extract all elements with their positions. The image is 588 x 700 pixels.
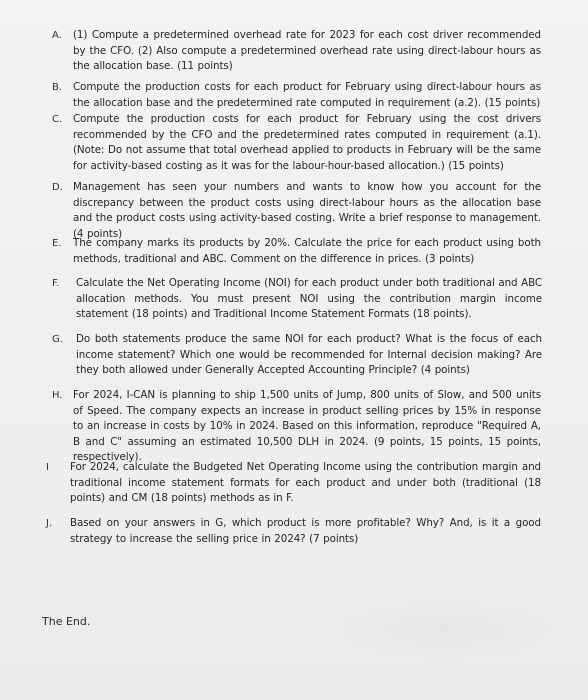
question-text: For 2024, I-CAN is planning to ship 1,500 units of Jump, 800 units of Slow, and 500 units of Speed. The company expects an increase in product selling prices by 15% in response to an increase in costs by 10% in 2024. Based on this information, reproduce "Required A, B and C" assuming an estimated 10,500 DLH in 2024. (9 points, 15 points, 15 points, respectively). [73, 389, 541, 464]
question-text: (1) Compute a predetermined overhead rate for 2023 for each cost driver recommended by the CFO. (2) Also compute a predetermined overhead rate using direct-labour hours as the allocation base. (11 points) [73, 29, 541, 73]
question-text: For 2024, calculate the Budgeted Net Operating Income using the contribution margin and traditional income statement formats for each product and under both (traditional (18 points) and CM (18 points) methods as in F. [70, 461, 541, 505]
question-letter: J. [46, 518, 53, 529]
question-letter: I [46, 462, 49, 473]
question-letter: B. [52, 82, 63, 93]
question-letter: F. [52, 278, 60, 289]
question-letter: A. [52, 30, 62, 41]
question-text: Based on your answers in G, which product is more profitable? Why? And, is it a good strategy to increase the selling price in 2024? (7 points) [70, 517, 541, 545]
question-text: Calculate the Net Operating Income (NOI) for each product under both traditional and ABC allocation methods. You must present NOI using the contribution margin income statement (18 points) and Traditional Income Statement Formats (18 points). [76, 277, 542, 321]
question-text: Compute the production costs for each product for February using the cost drivers recommended by the CFO and the predetermined rates computed in requirement (a.1). (Note: Do not assume that total overhead applied to products in February will be the same for activity-based costing as it was for the labour-hour-based allocation.) (15 points) [73, 113, 541, 172]
question-letter: C. [52, 114, 63, 125]
question-letter: H. [52, 390, 63, 401]
paper-shadow [330, 600, 560, 660]
question-text: The company marks its products by 20%. Calculate the price for each product using both methods, traditional and ABC. Comment on the difference in prices. (3 points) [73, 237, 541, 265]
question-letter: E. [52, 238, 62, 249]
question-letter: D. [52, 182, 63, 193]
question-text: Compute the production costs for each product for February using direct-labour hours as the allocation base and the predetermined rate computed in requirement (a.2). (15 points) [73, 81, 541, 109]
question-text: Management has seen your numbers and wants to know how you account for the discrepancy between the product costs using direct-labour hours as the allocation base and the product costs using activity-based costing. Write a brief response to management. (4 points) [73, 181, 541, 240]
question-letter: G. [52, 334, 63, 345]
question-text: Do both statements produce the same NOI for each product? What is the focus of each income statement? Which one would be recommended for Internal decision making? Are they both allowed under Generally Accepted Accounting Principle? (4 points) [76, 333, 542, 377]
end-text: The End. [42, 615, 91, 628]
